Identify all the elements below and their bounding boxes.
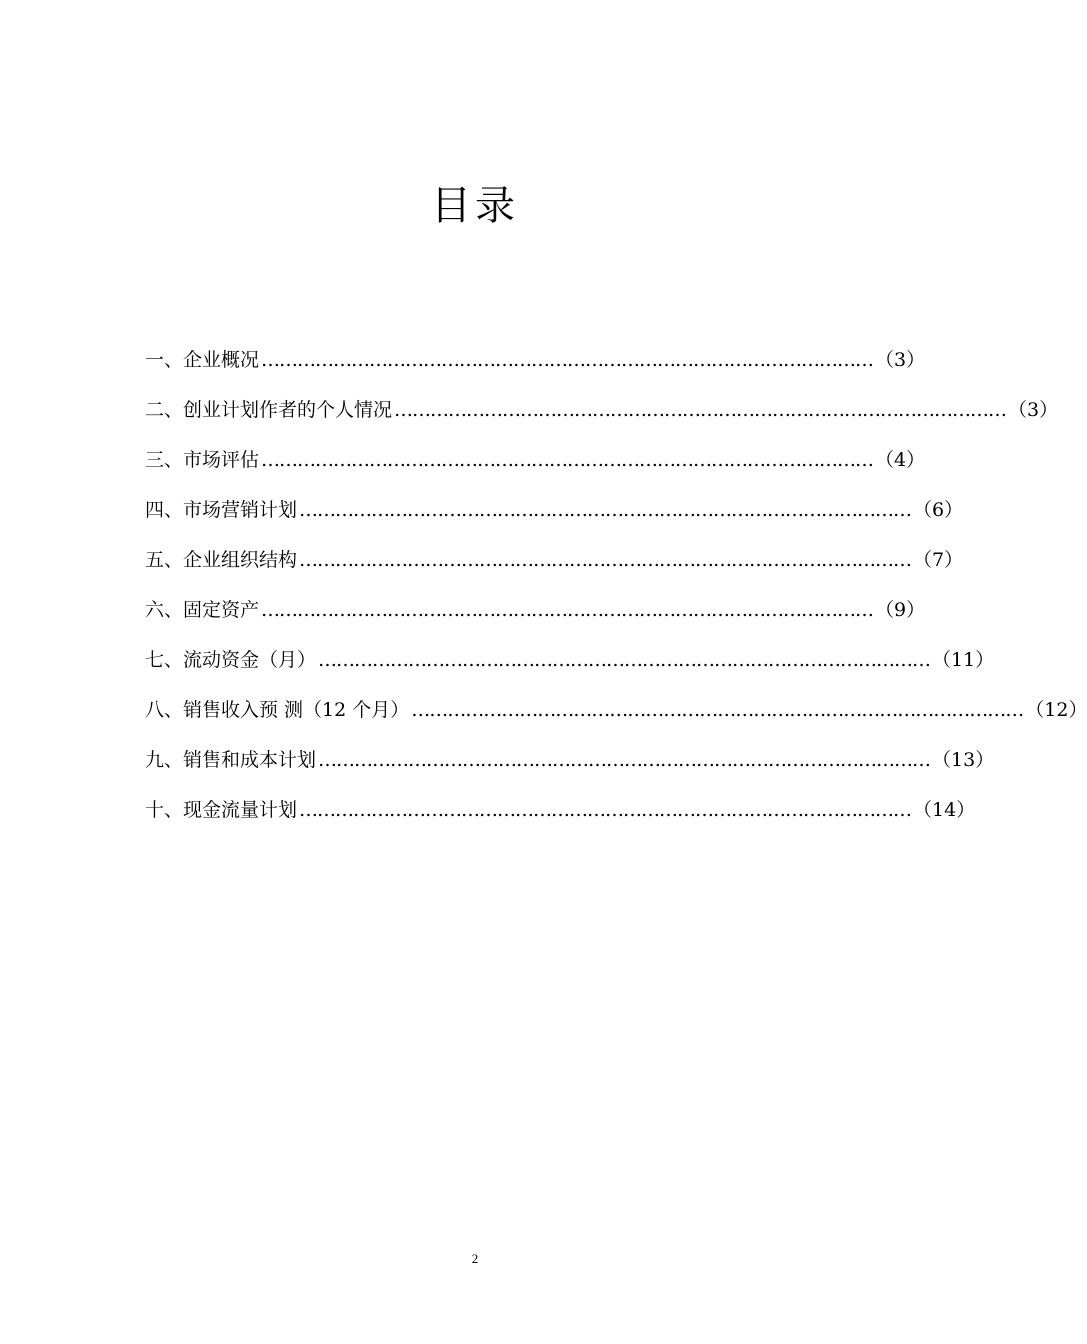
toc-leader-dots: ………………………………………………………………………………………… [318,749,931,771]
toc-leader-dots: ………………………………………………………………………………………… [394,399,1007,421]
toc-leader-dots: ………………………………………………………………………………………… [261,449,874,471]
toc-entry-page: （12） [1025,699,1087,721]
page-title: 目录 [431,183,519,229]
toc-leader-dots: ………………………………………………………………………………………… [411,699,1024,721]
toc-leader-dots: ………………………………………………………………………………………… [318,649,931,671]
toc-entry-2 [145,394,1059,444]
toc-entry-label: 一、企业概况 [145,349,260,371]
toc-entry-label: 四、市场营销计划 [145,499,298,521]
toc-leader-dots: ………………………………………………………………………………………… [261,349,874,371]
toc-entry-label: 十、现金流量计划 [145,799,298,821]
toc-entry-label: 三、市场评估 [145,449,260,471]
toc-leader-dots: ………………………………………………………………………………………… [299,549,912,571]
toc-entry-page: （11） [932,649,995,671]
toc-entry-label: 八、销售收入预 测（12 个月） [145,699,410,721]
toc-entry-8 [145,694,1087,744]
toc-entry-label: 九、销售和成本计划 [145,749,317,771]
toc-entry-page: （7） [913,549,964,571]
toc-entry-page: （6） [913,499,964,521]
toc-entry-page: （14） [913,799,976,821]
toc-entry-page: （13） [932,749,995,771]
toc-entry-page: （3） [1008,399,1059,421]
table-of-contents [145,344,1087,844]
toc-entry-10 [145,794,976,844]
toc-entry-label: 五、企业组织结构 [145,549,298,571]
toc-entry-page: （4） [875,449,926,471]
toc-entry-4 [145,494,964,544]
page-number: 2 [471,1251,479,1266]
toc-entry-label: 二、创业计划作者的个人情况 [145,399,393,421]
toc-leader-dots: ………………………………………………………………………………………… [299,499,912,521]
toc-entry-7 [145,644,995,694]
toc-entry-6 [145,594,926,644]
toc-leader-dots: ………………………………………………………………………………………… [261,599,874,621]
toc-leader-dots: ………………………………………………………………………………………… [299,799,912,821]
toc-entry-3 [145,444,926,494]
toc-entry-9 [145,744,995,794]
toc-entry-label: 六、固定资产 [145,599,260,621]
toc-entry-label: 七、流动资金（月） [145,649,317,671]
toc-entry-5 [145,544,964,594]
toc-entry-page: （3） [875,349,926,371]
toc-entry-page: （9） [875,599,926,621]
toc-entry-1 [145,344,926,394]
